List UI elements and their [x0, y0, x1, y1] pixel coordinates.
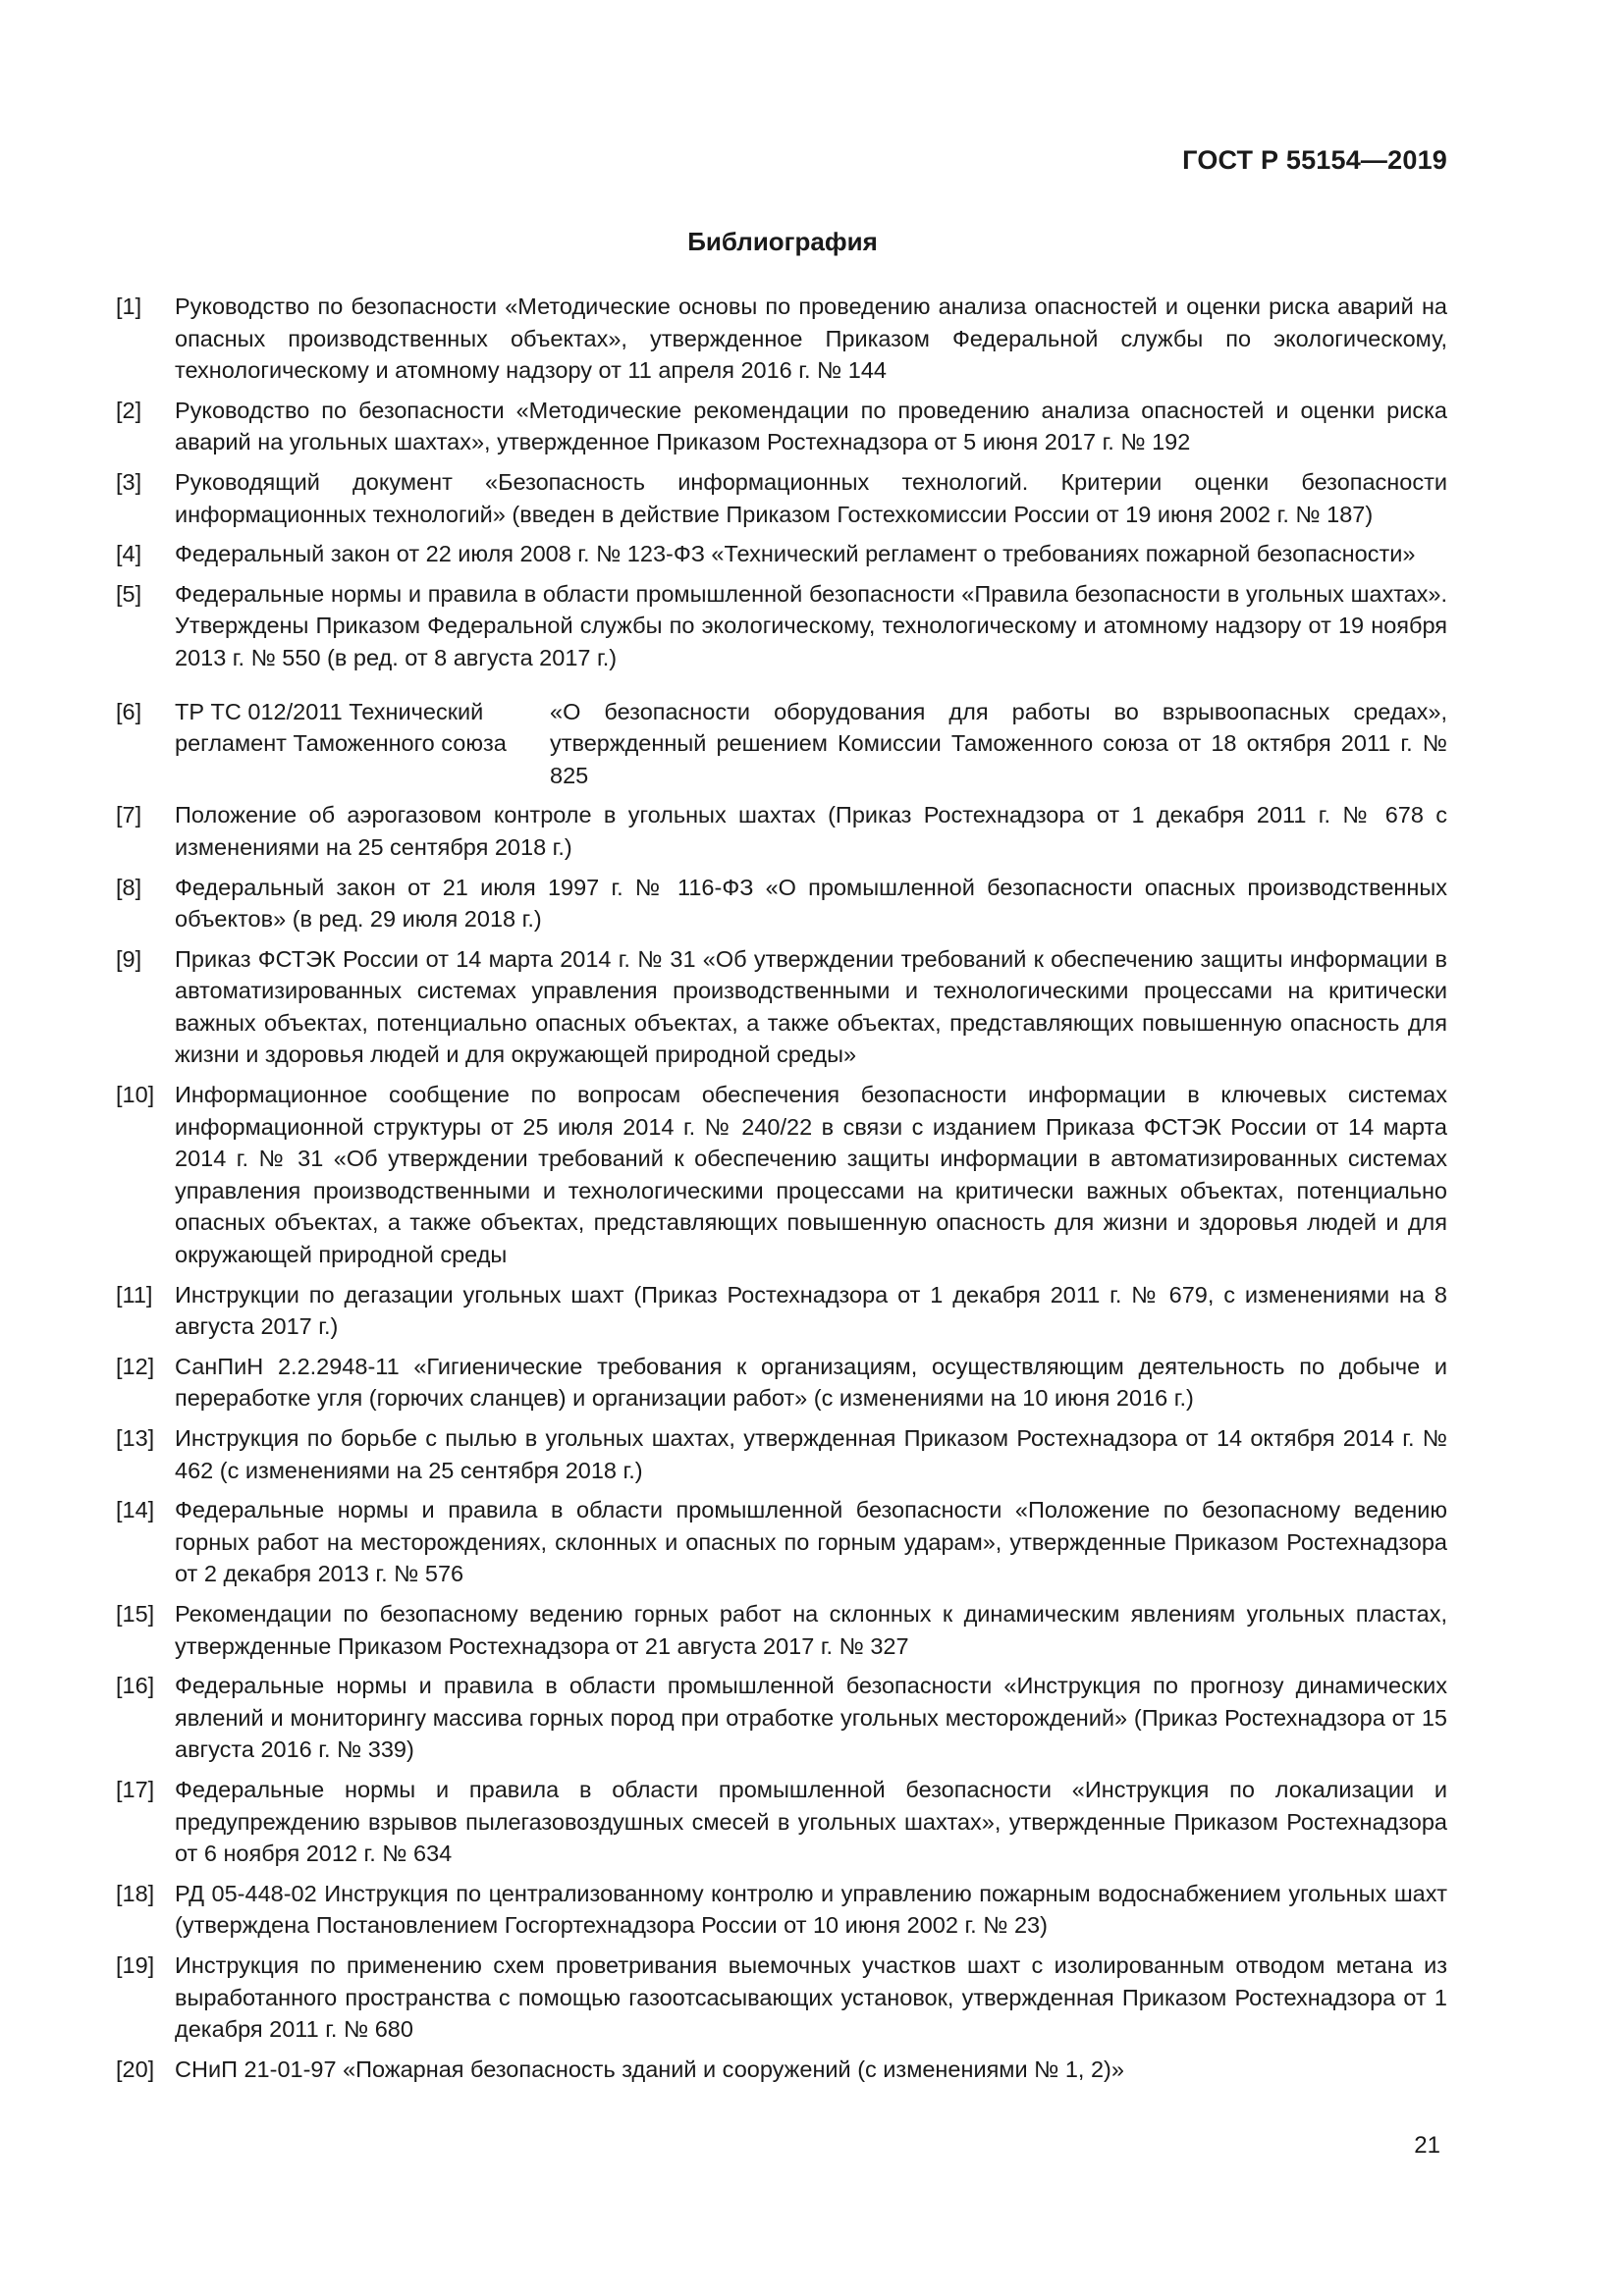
- reference-number: [7]: [116, 802, 142, 828]
- reference-text: Положение об аэрогазовом контроле в угольных шахтах (Приказ Ростехнадзора от 1 декабря 2011 г. № 678 с изменениями на 25 сентября 2018 г.): [175, 802, 1447, 860]
- reference-text: Рекомендации по безопасному ведению горных работ на склонных к динамическим явлениям угольных пластах, утвержденные Приказом Ростехнадзора от 21 августа 2017 г. № 327: [175, 1600, 1447, 1659]
- reference-text: Руководящий документ «Безопасность информационных технологий. Критерии оценки безопасности информационных технологий» (введен в действие Приказом Гостехкомиссии России от 19 июня 2002 г. № 187): [175, 468, 1447, 527]
- reference-text: Федеральные нормы и правила в области промышленной безопасности «Инструкция по прогнозу динамических явлений и мониторингу массива горных пород при отработке угольных месторождений» (Приказ Ростехнадзора от 15 августа 2016 г. № 339): [175, 1673, 1447, 1763]
- reference-number: [20]: [116, 2056, 155, 2082]
- reference-number: [3]: [116, 468, 142, 495]
- reference-text: Информационное сообщение по вопросам обеспечения безопасности информации в ключевых системах информационной структуры от 25 июля 2014 г. № 240/22 в связи с изданием Приказа ФСТЭК России от 14 марта 2014 г. № 31 «Об утверждении требований к обеспечению защиты информации в автоматизированных системах управления производственными и технологическими процессами на критически важных объектах, потенциально опасных объектах, а также объектах, представляющих повышенную опасность для жизни и здоровья людей и для окружающей природной среды: [175, 1082, 1447, 1268]
- list-item: [116, 578, 1447, 674]
- reference-number: [11]: [116, 1281, 153, 1308]
- list-item: [116, 872, 1447, 935]
- reference-number: [12]: [116, 1353, 155, 1379]
- reference-text: Федеральные нормы и правила в области промышленной безопасности «Инструкция по локализации и предупреждению взрывов пылегазовоздушных смесей в угольных шахтах», утвержденные Приказом Ростехнадзора от 6 ноября 2012 г. № 634: [175, 1776, 1447, 1867]
- list-item: [116, 1079, 1447, 1271]
- document-code: ГОСТ Р 55154—2019: [1182, 145, 1447, 175]
- reference-text: СНиП 21-01-97 «Пожарная безопасность зданий и сооружений (с изменениями № 1, 2)»: [175, 2056, 1124, 2082]
- reference-text: Федеральные нормы и правила в области промышленной безопасности «Правила безопасности в угольных шахтах». Утверждены Приказом Федеральной службы по экологическому, технологическому и атомному надзору от 19 ноября 2013 г. № 550 (в ред. от 8 августа 2017 г.): [175, 580, 1447, 670]
- page-number: 21: [1414, 2132, 1440, 2159]
- list-item: [116, 1949, 1447, 2046]
- reference-number: [2]: [116, 397, 142, 423]
- reference-number: [10]: [116, 1082, 155, 1108]
- reference-text: Приказ ФСТЭК России от 14 марта 2014 г. № 31 «Об утверждении требований к обеспечению защиты информации в автоматизированных системах управления производственными и технологическими процессами на критически важных объектах, потенциально опасных объектах, а также объектах, представляющих повышенную опасность для жизни и здоровья людей и для окружающей природной среды»: [175, 945, 1447, 1068]
- list-item: [116, 538, 1447, 570]
- reference-text: «О безопасности оборудования для работы во взрывоопасных средах», утвержденный решением Комиссии Таможенного союза от 18 октября 2011 г. № 825: [550, 698, 1447, 788]
- reference-number: [16]: [116, 1673, 155, 1699]
- reference-number: [8]: [116, 874, 142, 900]
- reference-text: РД 05-448-02 Инструкция по централизованному контролю и управлению пожарным водоснабжением угольных шахт (утверждена Постановлением Госгортехнадзора России от 10 июня 2002 г. № 23): [175, 1880, 1447, 1939]
- list-item: [116, 1422, 1447, 1486]
- reference-text: Федеральный закон от 22 июля 2008 г. № 123-ФЗ «Технический регламент о требованиях пожарной безопасности»: [175, 541, 1416, 567]
- list-item: [116, 943, 1447, 1071]
- list-item: [116, 395, 1447, 458]
- list-item: [116, 696, 1447, 792]
- reference-number: [13]: [116, 1425, 155, 1451]
- reference-number: [15]: [116, 1600, 155, 1627]
- reference-text: Федеральный закон от 21 июля 1997 г. № 116-ФЗ «О промышленной безопасности опасных производственных объектов» (в ред. 29 июля 2018 г.): [175, 874, 1447, 933]
- reference-number: [4]: [116, 541, 142, 567]
- list-item: [116, 1494, 1447, 1590]
- reference-number: [17]: [116, 1776, 155, 1802]
- list-item: [116, 1878, 1447, 1942]
- list-item: [116, 2054, 1447, 2086]
- reference-number: [6]: [116, 698, 142, 724]
- reference-text: СанПиН 2.2.2948-11 «Гигиенические требования к организациям, осуществляющим деятельность по добыче и переработке угля (горючих сланцев) и организации работ» (с изменениями на 10 июня 2016 г.): [175, 1353, 1447, 1412]
- reference-designation: ТР ТС 012/2011 Технический регламент Таможенного союза: [175, 698, 507, 757]
- reference-number: [14]: [116, 1497, 155, 1523]
- reference-text: Инструкция по борьбе с пылью в угольных шахтах, утвержденная Приказом Ростехнадзора от 14 октября 2014 г. № 462 (с изменениями на 25 сентября 2018 г.): [175, 1425, 1447, 1483]
- list-item: [116, 1774, 1447, 1870]
- list-item: [116, 466, 1447, 530]
- reference-number: [9]: [116, 945, 142, 972]
- list-item: [116, 1279, 1447, 1343]
- reference-text: Инструкция по применению схем проветривания выемочных участков шахт с изолированным отводом метана из выработанного пространства с помощью газоотсасывающих установок, утвержденная Приказом Ростехнадзора от 1 декабря 2011 г. № 680: [175, 1951, 1447, 2043]
- list-item: [116, 291, 1447, 387]
- reference-text: Федеральные нормы и правила в области промышленной безопасности «Положение по безопасному ведению горных работ на месторождениях, склонных и опасных по горным ударам», утвержденные Приказом Ростехнадзора от 2 декабря 2013 г. № 576: [175, 1497, 1447, 1587]
- list-item: [116, 799, 1447, 863]
- list-item: [116, 1598, 1447, 1662]
- reference-text: Руководство по безопасности «Методические основы по проведению анализа опасностей и оценки риска аварий на опасных производственных объектах», утвержденное Приказом Федеральной службы по экологическому, технологическому и атомному надзору от 11 апреля 2016 г. № 144: [175, 294, 1447, 384]
- reference-number: [18]: [116, 1880, 155, 1906]
- reference-text: Инструкции по дегазации угольных шахт (Приказ Ростехнадзора от 1 декабря 2011 г. № 679, с изменениями на 8 августа 2017 г.): [175, 1281, 1447, 1340]
- reference-text: Руководство по безопасности «Методические рекомендации по проведению анализа опасностей и оценки риска аварий на угольных шахтах», утвержденное Приказом Ростехнадзора от 5 июня 2017 г. № 192: [175, 397, 1447, 455]
- reference-number: [5]: [116, 580, 142, 607]
- list-item: [116, 1670, 1447, 1766]
- reference-number: [1]: [116, 294, 142, 319]
- list-item: [116, 1351, 1447, 1415]
- section-title: Библиография: [687, 227, 878, 256]
- reference-number: [19]: [116, 1951, 155, 1978]
- bibliography-list: [116, 291, 1447, 2093]
